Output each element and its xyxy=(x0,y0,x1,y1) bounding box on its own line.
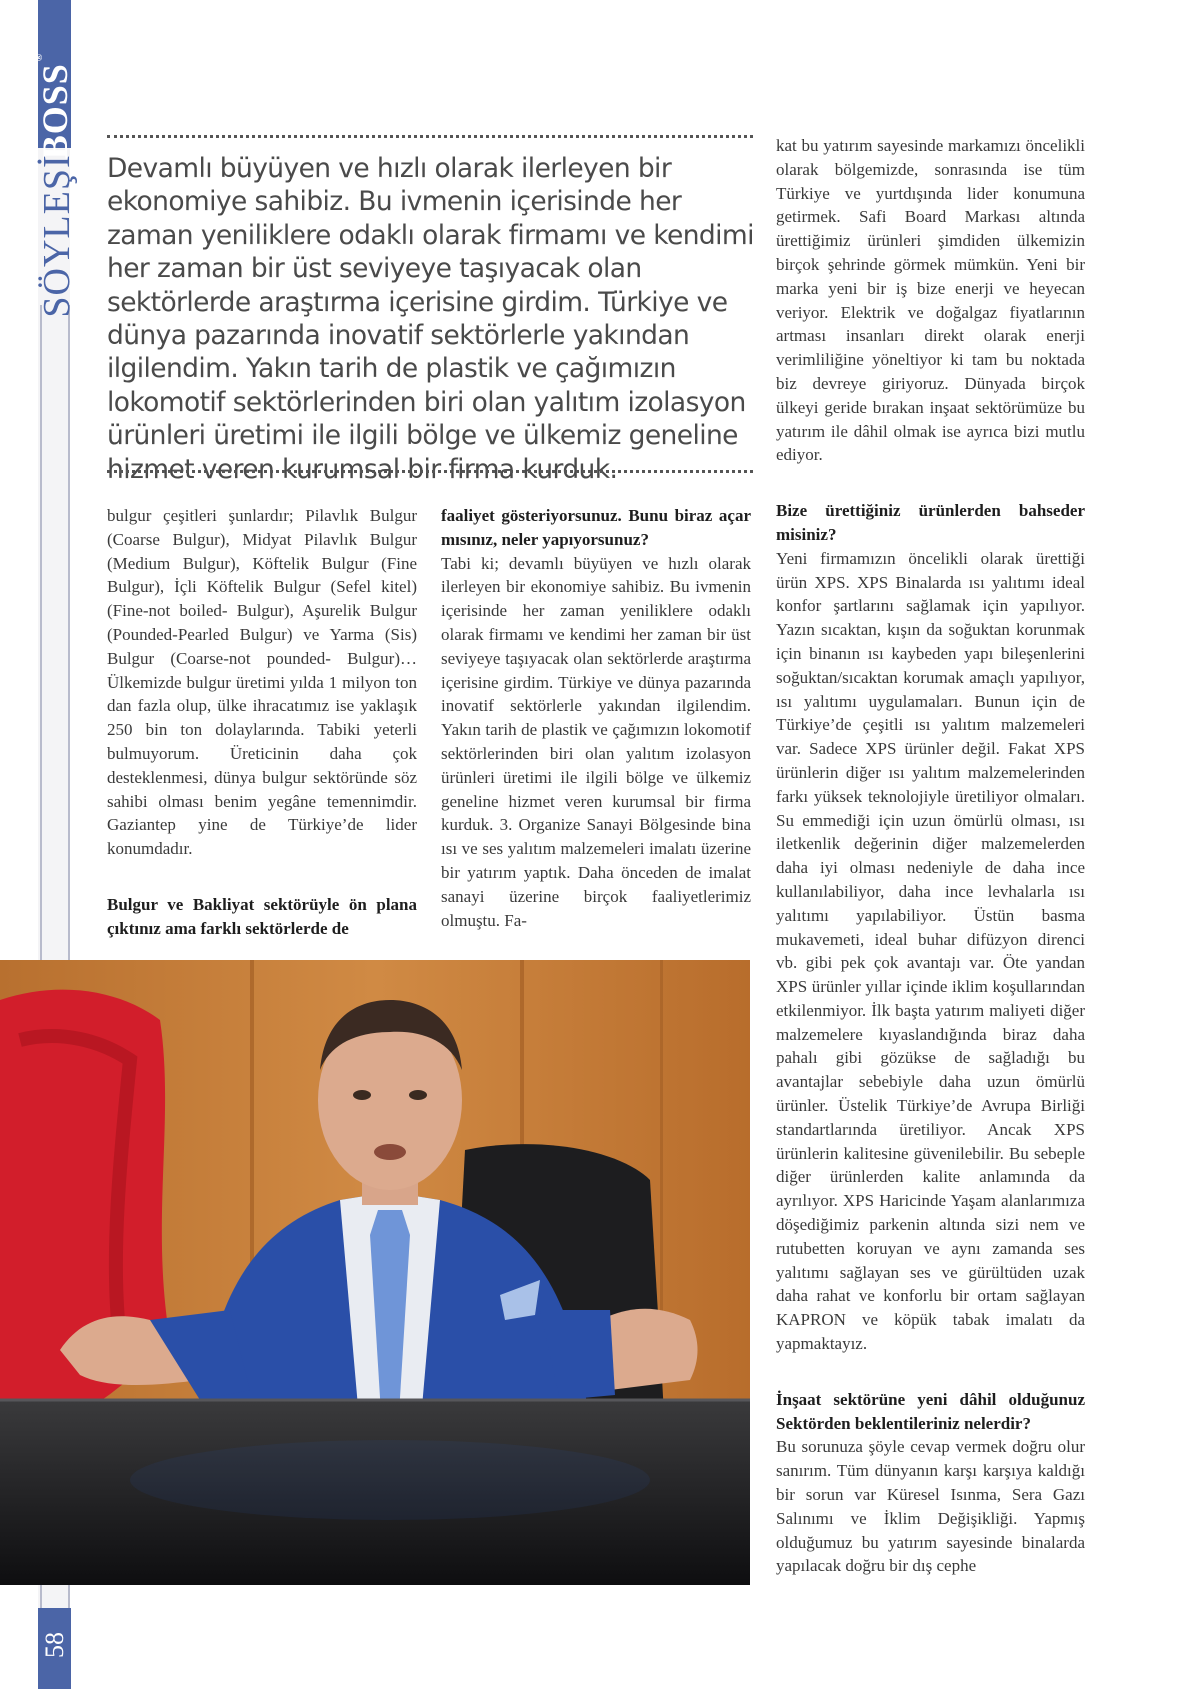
column3-answer-1: Yeni firmamızın öncelikli olarak ürettiği ürün XPS. XPS Binalarda ısı yalıtımı ideal konfor şartlarını sağlamak için yapılıyor. Yazın sıcaktan, kışın da soğuktan korunmak için binanın ısı kaybeden yapı bileşenlerini soğuktan/sıcaktan korumak amaçlı yapılıyor, ısı yalıtımı uygulamaları. Bunun için de Türkiye’de çeşitli ısı yalıtım malzemeleri var. Sadece XPS ürünler değil. Fakat XPS ürünlerin diğer ısı yalıtım malzemelerinden farkı yüksek teknolojiyle üretiliyor olmaları. Su emmediği için uzun ömürlü olması, ısı iletkenlik değerinin diğer malzemelerden daha iyi olması nedeniyle de daha ince kullanılabiliyor, daha ince levhalarla ısı yalıtımı yapılabiliyor. Üstün basma mukavemeti, ideal buhar difüzyon direnci vb. gibi pek çok avantajı var. Öte yandan XPS ürünler yıllar içinde iklim koşullarından etkilenmiyor. İlk başta yatırım maliyeti diğer malzemelere kıyaslandığında biraz daha pahalı gibi gözükse de sağladığı bu avantajlar sebebiyle daha uzun ömürlü ürünler. Üstelik Türkiye’de Avrupa Birliği standartlarında üretiliyor. Ancak XPS ürünlerin kalitesine güvenilebilir. Bu sebeple diğer ürünlerden kalite anlamında da ayrılıyor. XPS Haricinde Yaşam alanlarımıza döşediğimiz parkenin altında sizi nem ve rutubetten koruyan ve aynı zamanda ses yalıtımı sağlayan ses ve gürültüden uzak daha rahat ve konforlu bir ortam sağlayan KAPRON ve köpük tabak imalatı da yapmaktayız. xyxy=(776,548,1085,1354)
column1-paragraph: bulgur çeşitleri şunlardır; Pilavlık Bulgur (Coarse Bulgur), Midyat Pilavlık Bulgur (Medium Bulgur), Köftelik Bulgur (Fine Bulgur), İçli Köftelik Bulgur (Sefel kitel) (Fine-not boiled- Bulgur), Aşurelik Bulgur (Pounded-Pearled Bulgur) ve Yarma (Sis) Bulgur (Coarse-not pounded- Bulgur)… Ülkemizde bulgur üretimi yılda 1 milyon ton dan fazla olup, ülke ihracatımız ise yaklaşık 250 bin ton dolaylarında. Tabiki yeterli bulmuyorum. Üreticinin daha çok desteklenmesi, dünya bulgur sektöründe söz sahibi olması benim yegâne temennimdir. Gaziantep yine de Türkiye’de lider konumdadır. xyxy=(107,506,417,859)
column3-paragraph: kat bu yatırım sayesinde markamızı öncelikli olarak bölgemizde, sonrasında ise tüm Türkiye ve yurtdışında lider konumuna getirmek. Safi Board Markası altında ürettiğimiz ürünleri şimdiden ülkemizin birçok şehrinde görmek mümkün. Yeni bir marka yeni bir iş bize enerji ve heyecan veriyor. Elektrik ve doğalgaz fiyatlarının artması insanları direkt olarak enerji verimliliğine yöneltiyor ki tam bu noktada biz devreye giriyoruz. Dünyada birçok ülkeyi geride bırakan inşaat sektörümüze bu yatırım ile dâhil olmak ise ayrıca bizi mutlu ediyor. xyxy=(776,136,1085,465)
column1-question: Bulgur ve Bakliyat sektörüyle ön plana çıktınız ama farklı sektörlerde de xyxy=(107,894,417,938)
article-column-2 xyxy=(441,504,751,932)
pull-quote: Devamlı büyüyen ve hızlı olarak ilerleyen bir ekonomiye sahibiz. Bu ivmenin içerisinde her zaman yeniliklere odaklı olarak firmamı ve kendimi her zaman bir üst seviyeye taşıyacak olan sektörlerde araştırma içerisine girdim. Türkiye ve dünya pazarında inovatif sektörlerle yakından ilgilendim. Yakın tarih de plastik ve çağımızın lokomotif sektörlerinden biri olan yalıtım izolasyon ürünleri üretimi ile ilgili bölge ve ülkemiz geneline hizmet veren kurumsal bir firma kurduk. xyxy=(107,153,754,485)
column2-question: faaliyet gösteriyorsunuz. Bunu biraz açar mısınız, neler yapıyorsunuz? xyxy=(441,506,751,549)
brand-logo: BOSS® xyxy=(34,52,75,160)
section-title: SÖYLEŞİ xyxy=(36,154,78,318)
column3-question-1: Bize ürettiğiniz ürünlerden bahseder misiniz? xyxy=(776,501,1085,544)
article-column-3 xyxy=(776,134,1085,1578)
page-number: 58 xyxy=(40,1632,69,1658)
column3-question-2: İnşaat sektörüne yeni dâhil olduğunuz Sektörden beklentileriniz nelerdir? xyxy=(776,1389,1085,1433)
right-hand xyxy=(600,1309,698,1390)
interview-photo xyxy=(0,960,750,1585)
article-column-1 xyxy=(107,504,417,941)
portrait-illustration xyxy=(0,960,750,1585)
column2-answer: Tabi ki; devamlı büyüyen ve hızlı olarak ilerleyen bir ekonomiye sahibiz. Bu ivmenin içerisinde her zaman yeniliklere odaklı olarak firmamı ve kendimi her zaman bir üst seviyeye taşıyacak olan sektörlerde araştırma içerisine girdim. Türkiye ve dünya pazarında inovatif sektörlerle yakından ilgilendim. Yakın tarih de plastik ve çağımızın lokomotif sektörlerinden biri olan yalıtım izolasyon ürünleri üretimi ile ilgili bölge ve ülkemiz geneline hizmet veren kurumsal bir firma kurduk. 3. Organize Sanayi Bölgesinde bina ısı ve ses yalıtım malzemeleri imalatı üzerine bir yatırım yaptık. Daha önceden de imalat sanayi üzerine birçok faaliyetlerimiz olmuştu. Fa- xyxy=(441,553,751,930)
quote-divider-top xyxy=(107,135,753,138)
column3-answer-2: Bu sorunuza şöyle cevap vermek doğru olur sanırım. Tüm dünyanın karşı karşıya kaldığı bir sorun var Küresel Isınma, Sera Gazı Salınımı ve İklim Değişikliği. Yapmış olduğumuz bu yatırım sayesinde binalarda yapılacak doğru bir dış cephe xyxy=(776,1437,1085,1576)
quote-divider-bottom xyxy=(107,470,753,473)
